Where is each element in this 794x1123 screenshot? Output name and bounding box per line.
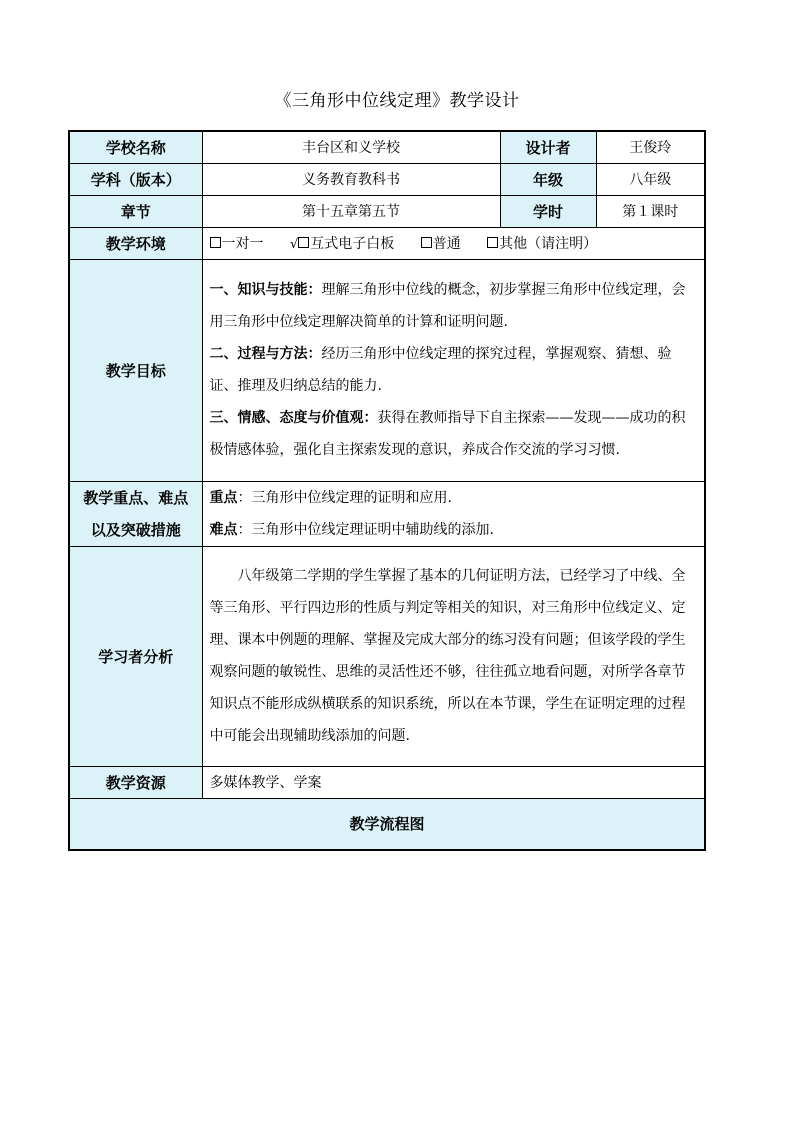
checkbox-icon[interactable] <box>421 237 432 248</box>
chapter-label: 章节 <box>69 195 202 227</box>
learners-content <box>202 546 705 766</box>
row-resources <box>69 766 705 798</box>
grade-label: 年级 <box>500 163 596 195</box>
learners-label: 学习者分析 <box>69 546 202 766</box>
grade-value: 八年级 <box>596 163 705 195</box>
objectives-content <box>202 259 705 481</box>
page-title: 《三角形中位线定理》教学设计 <box>274 91 520 111</box>
class-hours-value: 第１课时 <box>596 195 705 227</box>
row-keypoints <box>69 481 705 546</box>
resources-label: 教学资源 <box>69 766 202 798</box>
row-environment <box>69 227 705 259</box>
option-other[interactable]: 其他（请注明） <box>487 233 597 253</box>
option-normal[interactable]: 普通 <box>421 233 461 253</box>
subject-label: 学科（版本） <box>69 163 202 195</box>
objectives-label: 教学目标 <box>69 259 202 481</box>
objective-knowledge: 一、知识与技能：理解三角形中位线的概念，初步掌握三角形中位线定理，会用三角形中位线定理解决简单的计算和证明问题. <box>209 282 686 330</box>
lesson-plan-table <box>68 130 706 851</box>
check-mark-icon: √ <box>289 237 299 252</box>
option-one-to-one[interactable]: 一对一 <box>210 233 264 253</box>
school-name-value: 丰台区和义学校 <box>202 131 500 163</box>
checkbox-icon[interactable] <box>210 237 221 248</box>
class-hours-label: 学时 <box>500 195 596 227</box>
flowchart-heading: 教学流程图 <box>69 798 705 850</box>
objective-attitude: 三、情感、态度与价值观：获得在教师指导下自主探索——发现——成功的积极情感体验，强化自主探索发现的意识，养成合作交流的学习习惯. <box>209 410 686 458</box>
objective-process: 二、过程与方法：经历三角形中位线定理的探究过程，掌握观察、猜想、验证、推理及归纳总结的能力. <box>209 346 672 394</box>
focus-line: 重点：三角形中位线定理的证明和应用. <box>209 489 452 506</box>
resources-value: 多媒体教学、学案 <box>202 766 705 798</box>
checkbox-icon[interactable] <box>487 237 498 248</box>
environment-label: 教学环境 <box>69 227 202 259</box>
designer-label: 设计者 <box>500 131 596 163</box>
checkbox-icon[interactable] <box>298 237 309 248</box>
row-learners <box>69 546 705 766</box>
chapter-value: 第十五章第五节 <box>202 195 500 227</box>
environment-options <box>202 227 705 259</box>
row-objectives <box>69 259 705 481</box>
row-school <box>69 131 705 163</box>
row-chapter <box>69 195 705 227</box>
designer-value: 王俊玲 <box>596 131 705 163</box>
option-whiteboard[interactable]: √ 互式电子白板 <box>289 236 395 252</box>
keypoints-label: 教学重点、难点 以及突破措施 <box>69 481 202 546</box>
keypoints-content <box>202 481 705 546</box>
subject-value: 义务教育教科书 <box>202 163 500 195</box>
school-name-label: 学校名称 <box>69 131 202 163</box>
row-subject <box>69 163 705 195</box>
difficulty-line: 难点：三角形中位线定理证明中辅助线的添加. <box>209 521 494 538</box>
row-flowchart <box>69 798 705 850</box>
learners-text: 八年级第二学期的学生掌握了基本的几何证明方法，已经学习了中线、全等三角形、平行四边形的性质与判定等相关的知识，对三角形中位线定义、定理、课本中例题的理解、掌握及完成大部分的练习没有问题；但该学段的学生观察问题的敏锐性、思维的灵活性还不够，往往孤立地看问题，对所学各章节知识点不能形成纵横联系的知识系统，所以在本节课，学生在证明定理的过程中可能会出现辅助线添加的问题. <box>209 568 686 744</box>
